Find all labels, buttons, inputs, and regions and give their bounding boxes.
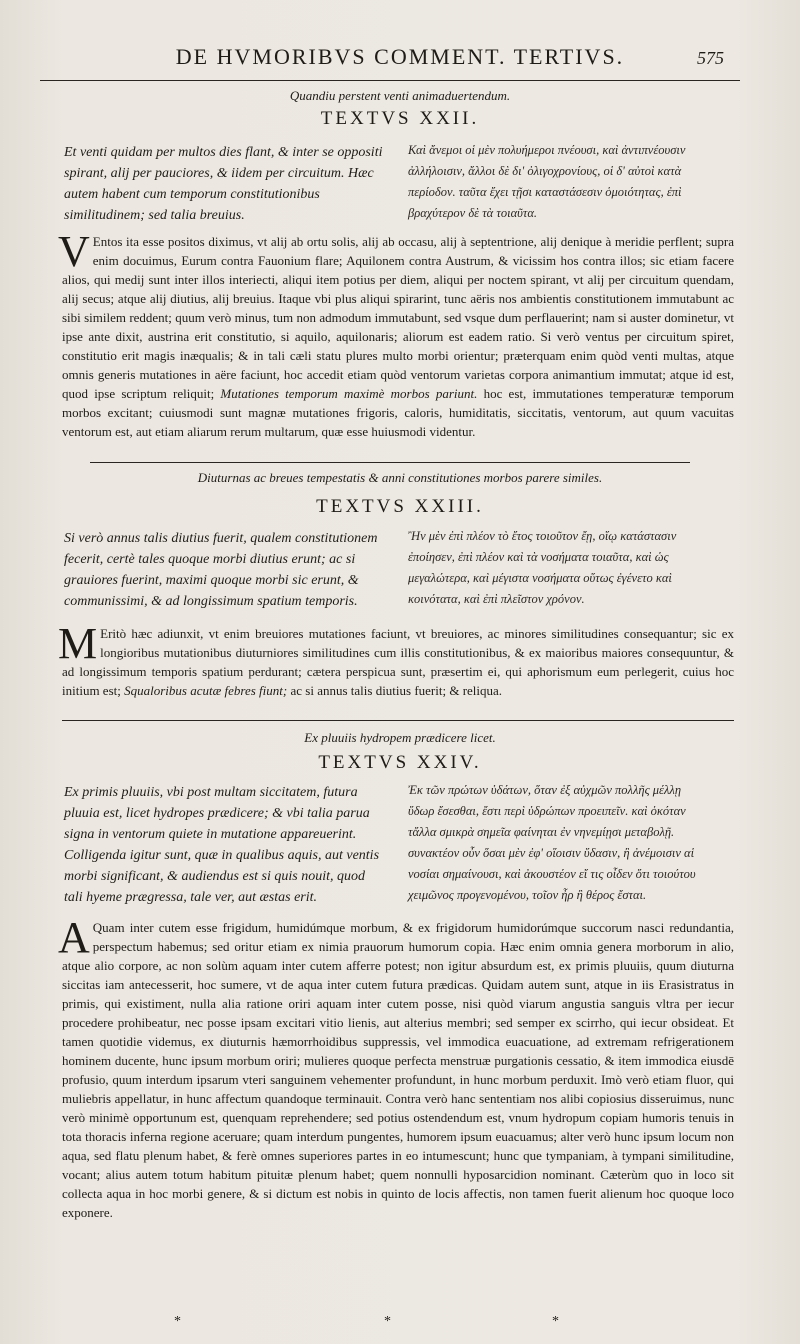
footnote-star: * <box>174 1314 181 1329</box>
section-rule <box>62 720 734 721</box>
page-footer <box>62 1314 734 1330</box>
commentary-tail: hoc est, immutationes temperaturæ temporum morbos excitant; cuiusmodi sunt magnæ mutationes frigoris, caloris, humiditatis, siccitatis, ventorum, aut quum vacuitas ventorum est, aut etiam aliarum rerum multarum, quæ esse huiusmodi videntur. <box>62 386 735 439</box>
commentary-quote: Squaloribus acutæ febres fiunt; <box>124 683 288 698</box>
page-header <box>0 44 800 76</box>
commentary-tail: ac si annus talis diutius fuerit; & reliqua. <box>290 683 503 698</box>
section-title: TEXTVS XXIV. <box>318 752 482 773</box>
section-rubric: Diuturnas ac breues tempestatis & anni constitutiones morbos parere similes. <box>197 470 603 485</box>
section-title: TEXTVS XXIII. <box>316 496 484 517</box>
commentary-text: Entos ita esse positos diximus, vt alij ab ortu solis, alij ab occasu, alij à septentrione, alij denique à meridie perflent; supra enim docuimus, Eurum contra Fauonium flare; Aquilonem contra Austrum, & vicissim hos contra illos; sic etiam facere alios, qui medij sunt inter illos interiecti, aliqui item potius per diem, aliqui per noctem spirant, vt alij per circuitum quendam, alij secus; atque alij diutius, alij breuius. Itaque vbi plus aliqui spirarint, tunc aëris nos ambientis constitutionem immutabunt ac sibi similem reddent; quum verò minus, tum non admodum immutabunt, sed vsque dum perflauerint; nam si auster dominetur, vt ipse ante dixit, austrina erit constitutio, si aquilo, aquilonaris; aliorum est eadem ratio. Si verò ventus per circuitum spiret, constitutio erit magis inæqualis; & in tali cæli statu plures multo morbi orientur; præterquam enim quòd venti multas, atque omnis generis mutationes in aëre faciunt, hoc accedit etiam quòd ventorum varietas corpora animantium immutat; atque id est, quod ipse scriptum reliquit; <box>62 234 734 401</box>
commentary-text: Quam inter cutem esse frigidum, humidúmque morbum, & ex frigidorum humidorúmque succorum nasci redundantia, perspectum habemus; sed oritur etiam ex nimia prauorum humorum copia. Hæc enim omnia genera morborum in alio, atque alio corpore, ac non solùm aquam inter cutem afferre potest; non igitur absurdum est, ex primis pluuiis, quum diuturna siccitas iam antecesserit, hoc sumere, vt de aqua inter cutem futura prædicas. Quidam autem sunt, atque in iis Erasistratus in primis, qui existiment, nulla alia ratione oriri aquam inter cutem posse, nisi quòd viarum angustia sanguis vltra per iecur procedere prohibeatur, nec posse ipsam excitari vitio lienis, aut alterius membri; sed semper ex scirrho, qui iecur obsideat. Et tamen quotidie videmus, ex diuturnis hæmorrhoidibus suppressis, vel immodica euacuatione, ad extremam refrigerationem hominem ducente, hunc ipsum morbum oriri; mulieres quoque perfecta menstruæ purgationis cessatio, & item immodica eiusdē profusio, quum interdum ipsarum vteri sanguinem vehementer profundunt, in hunc morbum perduxit. Imò verò etiam fluor, qui muliebris appellatur, in hunc affectum quandoque terminauit. Contra verò hanc sententiam nos alibi copiosius disseruimus, nunc verò minimè opportunum est, quenquam reprehendere; sed potius ostendendum est, vnum hydropum copiam humoris tenuis in tota thoracis inferna regione aceruare; quam interdum pungentes, humorem ipsum euacuamus; alter verò hunc ipsum locum non aqua, sed flatu plenum habet, & ferè omnes superiores partes in eo intumescunt; hunc que tympaniam, à tympani similitudine, vocant; alius autem totum habitum pituitæ plenum habet; quem nonnulli hyposarcidion nominant. Cæterùm quo in loco sit collecta aqua in hoc morbi genere, & si dictum est nobis in quinto de locis affectis, non tamen fuerit alienum hoc quoque loco exponere. <box>62 920 734 1220</box>
commentary-quote: Mutationes temporum maximè morbos pariunt. <box>220 386 478 401</box>
drop-cap: V <box>58 227 90 276</box>
latin-text: Si verò annus talis diutius fuerit, qualem constitutionem fecerit, certè tales quoque morbi diutius erunt; ac si grauiores fuerint, maximi quoque morbi sic erunt, & communissimi, & ad longissimum spatium temporis. <box>64 531 378 609</box>
drop-cap: M <box>58 619 98 668</box>
commentary <box>58 619 734 700</box>
commentary-text: Eritò hæc adiunxit, vt enim breuiores mutationes faciunt, vt breuiores, ac minores similitudines consequantur; sic ex longioribus mutationibus diuturniores similitudines cum illis constitutionibus, & ex maioribus maiores consequuntur, & ad longissimum temporis spatium perdurant; cætera perspicua sunt, præsertim ei, qui aphorismum eum perlegerit, cuius hoc initium est; <box>62 626 734 698</box>
greek-text: Ἐκ τῶν πρώτων ὑδάτων, ὅταν ἐξ αὐχμῶν πολλῆς μέλλῃ ὕδωρ ἔσεσθαι, ἔστι περὶ ὑδρώπων προειπεῖν. καὶ ὁκόταν τἄλλα σμικρὰ σημεῖα φαίνηται ἐν νηνεμίῃσι μεταβολῇ. συνακτέον οὖν ὅσαι μὲν ἐφ' οἵοισιν ὕδασιν, ἢ ἀνέμοισιν αἱ νοσίαι σημαίνουσι, καὶ ἀκουστέον εἴ τις οἶδεν ὅτι τοιούτου χειμῶνος προγενομένου, τοῖον ἦρ ἢ θέρος ἔσται. <box>408 783 696 902</box>
footnote-star: * <box>384 1314 391 1329</box>
commentary <box>58 227 735 441</box>
greek-text: Καὶ ἄνεμοι οἱ μὲν πολυήμεροι πνέουσι, καὶ ἀντιπνέουσιν ἀλλήλοισιν, ἄλλοι δὲ δι' ὀλιγοχρονίους, οἱ δ' αὐτοὶ κατὰ περίοδον. ταῦτα ἔχει τῇσι καταστάσεσιν ὁμοιότητας, ἐπὶ βραχύτερον δὲ τὰ τοιαῦτα. <box>408 143 686 220</box>
page-number: 575 <box>697 48 724 68</box>
section-title: TEXTVS XXII. <box>320 108 480 129</box>
section-rubric: Ex pluuiis hydropem prædicere licet. <box>304 730 496 745</box>
greek-text: Ἢν μὲν ἐπὶ πλέον τὸ ἔτος τοιοῦτον ἔῃ, οἵῳ κατάστασιν ἐποίησεν, ἐπὶ πλέον καὶ τὰ νοσήματα τοιαῦτα, καὶ ὡς μεγαλώτερα, καὶ μέγιστα νοσήματα οὕτως ἐγένετο καὶ κοινότατα, καὶ ἐπὶ πλεῖστον χρόνον. <box>408 529 677 606</box>
header-rule <box>40 80 740 81</box>
footnote-star: * <box>552 1314 559 1329</box>
section-rule <box>90 462 690 463</box>
running-title: DE HVMORIBVS COMMENT. TERTIVS. <box>175 44 625 69</box>
drop-cap: A <box>58 913 90 962</box>
latin-text: Et venti quidam per multos dies flant, & inter se oppositi spirant, alij per pauciores, & iidem per circuitum. Hæc autem habent cum temporum constitutionibus similitudinem; sed talia breuius. <box>64 145 383 223</box>
section-rubric: Quandiu perstent venti animaduertendum. <box>289 88 511 103</box>
latin-text: Ex primis pluuiis, vbi post multam siccitatem, futura pluuia est, licet hydropes prædicere; & vbi talia parua signa in ventorum quiete in mutatione appareuerint. Colligenda igitur sunt, quæ in qualibus aquis, aut ventis morbi significant, & audiendus est si quis nouit, quod tali hyeme prægressa, tale ver, aut æstas erit. <box>64 785 380 905</box>
commentary <box>58 913 734 1222</box>
